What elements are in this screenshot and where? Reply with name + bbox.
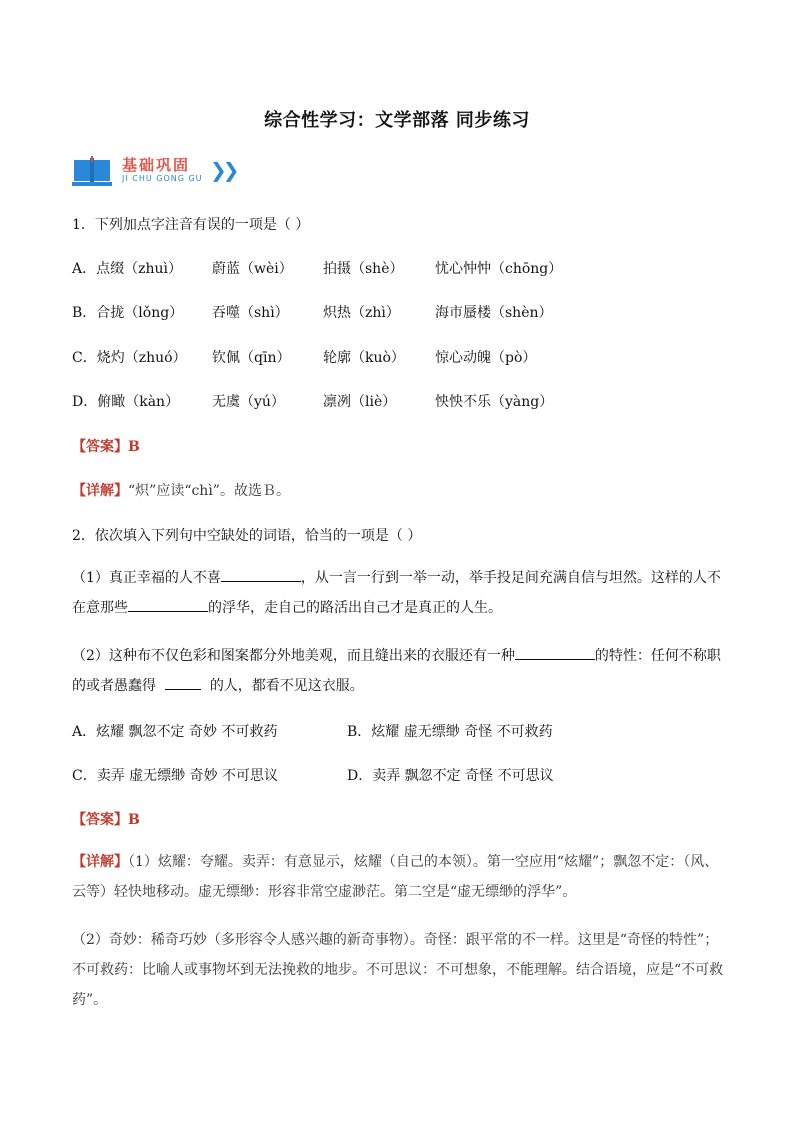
q2-s2-part-b: 的特性：任何不称职的或者愚蠢得 bbox=[72, 648, 721, 694]
q2-sentence-2 bbox=[72, 641, 724, 701]
q2-s2-part-a: （2）这种布不仅色彩和图案都分外地美观，而且缝出来的衣服还有一种 bbox=[72, 648, 515, 664]
blank-1 bbox=[221, 567, 301, 582]
q1-option-a-2: 蔚蓝（wèi） bbox=[212, 261, 293, 277]
q1-option-d-2: 无虞（yú） bbox=[212, 394, 285, 410]
answer-value: B bbox=[128, 812, 140, 828]
blank-4 bbox=[165, 675, 201, 690]
answer-label: 【答案】 bbox=[72, 812, 128, 828]
q2-s2-part-c: 的人，都看不见这衣服。 bbox=[209, 678, 364, 694]
q2-answer bbox=[72, 809, 140, 829]
banner-subtitle: JI CHU GONG GU bbox=[122, 174, 203, 183]
q1-option-d-4: 怏怏不乐（yàng） bbox=[435, 394, 554, 410]
q1-option-d-1: D．俯瞰（kàn） bbox=[72, 394, 180, 410]
q1-option-b-1: B．合拢（lǒng） bbox=[72, 305, 184, 321]
blank-2 bbox=[128, 597, 208, 612]
question-2-stem: 2．依次填入下列句中空缺处的词语，恰当的一项是（ ） bbox=[72, 528, 422, 544]
q1-option-b-3: 炽热（zhì） bbox=[323, 305, 400, 321]
q1-option-d-3: 凛冽（liè） bbox=[323, 394, 397, 410]
q2-explanation-1 bbox=[72, 847, 724, 907]
explanation-label: 【详解】 bbox=[72, 854, 128, 870]
q2-s1-part-c: 的浮华，走自己的路活出自己才是真正的人生。 bbox=[208, 600, 502, 616]
explanation-text: “炽”应读“chì”。故选Ｂ。 bbox=[128, 483, 290, 499]
answer-value: B bbox=[128, 439, 140, 455]
q2-option-c: C．卖弄 虚无缥缈 奇妙 不可思议 bbox=[72, 768, 279, 784]
question-1-stem: 1．下列加点字注音有误的一项是（ ） bbox=[72, 217, 310, 233]
q2-s1-part-a: （1）真正幸福的人不喜 bbox=[72, 570, 221, 586]
q2-s1-part-b: ，从一言一行到一举一动，举手投足间充满自信与坦然。这样的人不在意那些 bbox=[72, 570, 721, 616]
q1-option-c-3: 轮廓（kuò） bbox=[323, 350, 405, 366]
q1-option-c-2: 钦佩（qīn） bbox=[212, 350, 291, 366]
explanation-label: 【详解】 bbox=[72, 483, 128, 499]
q2-option-d: D．卖弄 飘忽不定 奇怪 不可思议 bbox=[347, 768, 554, 784]
q1-explanation bbox=[72, 480, 290, 500]
explanation-text-1: （1）炫耀：夸耀。卖弄：有意显示，炫耀（自己的本领）。第一空应用“炫耀”；飘忽不定：（风、云等）轻快地移动。虚无缥缈：形容非常空虚渺茫。第二空是“虚无缥缈的浮华”。 bbox=[72, 854, 719, 900]
q1-option-a-1: A．点缀（zhuì） bbox=[72, 261, 182, 277]
q1-option-a-3: 拍摄（shè） bbox=[323, 261, 404, 277]
page-title: 综合性学习：文学部落 同步练习 bbox=[264, 110, 530, 131]
banner-title: 基础巩固 bbox=[122, 156, 191, 174]
blank-3 bbox=[515, 645, 595, 660]
q1-answer bbox=[72, 436, 140, 456]
explanation-text-2: （2）奇妙：稀奇巧妙（多形容令人感兴趣的新奇事物）。奇怪：跟平常的不一样。这里是“奇怪的特性”；不可救药：比喻人或事物坏到无法挽救的地步。不可思议：不可想象，不能理解。结合语境，应是“不可救药”。 bbox=[72, 932, 724, 1008]
q1-option-b-2: 吞噬（shì） bbox=[212, 305, 289, 321]
section-banner bbox=[72, 152, 252, 192]
double-chevron-icon: ❯❯ bbox=[210, 158, 236, 182]
q2-sentence-1 bbox=[72, 563, 724, 623]
q1-option-b-4: 海市蜃楼（shèn） bbox=[435, 305, 553, 321]
q1-option-c-1: C．烧灼（zhuó） bbox=[72, 350, 187, 366]
q2-option-b: B．炫耀 虚无缥缈 奇怪 不可救药 bbox=[347, 724, 553, 740]
q1-option-c-4: 惊心动魄（pò） bbox=[435, 350, 537, 366]
q2-option-a: A．炫耀 飘忽不定 奇妙 不可救药 bbox=[72, 724, 278, 740]
q1-option-a-4: 忧心忡忡（chōng） bbox=[435, 261, 563, 277]
q2-explanation-2 bbox=[72, 925, 724, 1015]
book-icon bbox=[72, 156, 112, 186]
answer-label: 【答案】 bbox=[72, 439, 128, 455]
